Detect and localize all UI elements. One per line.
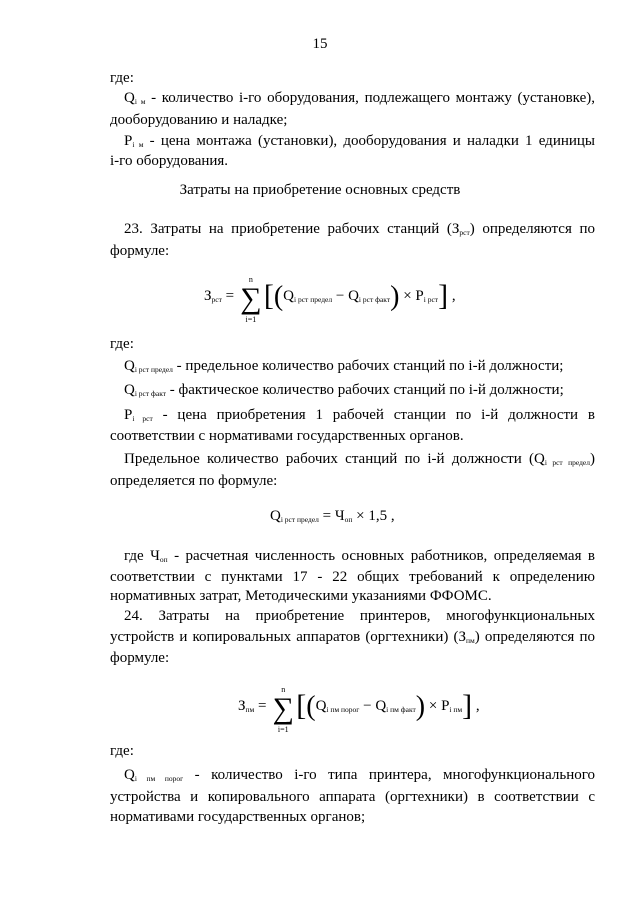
paragraph-chop-cont-2: нормативных затрат, Методическими указаниями ФФОМС.	[110, 588, 492, 604]
definition-q-im-cont: дооборудованию и наладке;	[110, 112, 288, 128]
paragraph-chop: где $Ч_{оп}$ - расчетная численность основных работников, определяемая в	[124, 548, 595, 564]
section-heading: Затраты на приобретение основных средств	[179, 182, 461, 198]
paragraph-24-cont: устройств и копировальных аппаратов (оргтехники) $(З_{пм})$ определяются по	[110, 629, 595, 645]
definition-p-im-cont: i-го оборудования.	[110, 153, 229, 169]
where-label-3: где:	[110, 743, 134, 759]
where-label: где:	[110, 70, 134, 86]
definition-q-pm-porog-cont-2: нормативами государственных органов;	[110, 809, 366, 825]
paragraph-23-cont: формуле:	[110, 243, 170, 259]
page-number: 15	[312, 36, 328, 52]
formula-pm: $З_{пм}$ = n ∑ i=1 $[(Q_{i пм порог} - Q_{i пм факт}) \times P_{i пм}]$ ,	[238, 685, 480, 734]
definition-p-rst-cont: соответствии с нормативами государственных органов.	[110, 428, 464, 444]
sum-symbol: n ∑ i=1	[240, 275, 262, 324]
paragraph-24: 24. Затраты на приобретение принтеров, многофункциональных	[124, 608, 595, 624]
paragraph-23: 23. Затраты на приобретение рабочих станций $(З_{рст})$ определяются по	[124, 221, 595, 237]
definition-q-rst-fakt: $Q_{i рст факт}$ - фактическое количество рабочих станций по i-й должности;	[124, 382, 564, 398]
definition-q-rst-predel: $Q_{i рст предел}$ - предельное количество рабочих станций по i-й должности;	[124, 358, 564, 374]
sum-symbol: n ∑ i=1	[272, 685, 294, 734]
definition-q-pm-porog-cont: устройства и копировального аппарата (оргтехники) в соответствии с	[110, 789, 595, 805]
definition-q-pm-porog: $Q_{i пм порог}$ - количество i-го типа принтера, многофункционального	[124, 767, 595, 783]
definition-q-im: $Q_{i м}$ - количество i-го оборудования, подлежащего монтажу (установке),	[124, 90, 595, 106]
limit-paragraph: Предельное количество рабочих станций по i-й должности $(Q_{i рст предел})$	[124, 451, 595, 467]
where-label-2: где:	[110, 336, 134, 352]
definition-p-rst: $P_{i рст}$ - цена приобретения 1 рабочей станции по i-й должности в	[124, 407, 595, 423]
limit-paragraph-cont: определяется по формуле:	[110, 473, 278, 489]
formula-rst: $З_{рст}$ = n ∑ i=1 $[(Q_{i рст предел} - Q_{i рст факт}) \times P_{i рст}]$ ,	[204, 275, 456, 324]
paragraph-chop-cont: соответствии с пунктами 17 - 22 общих требований к определению	[110, 569, 595, 585]
definition-p-im: $P_{i м}$ - цена монтажа (установки), дооборудования и наладки 1 единицы	[124, 133, 596, 149]
formula-limit: $Q_{i рст предел} = Ч_{оп} \times 1,5$ ,	[270, 508, 395, 524]
paragraph-24-cont-2: формуле:	[110, 650, 170, 666]
